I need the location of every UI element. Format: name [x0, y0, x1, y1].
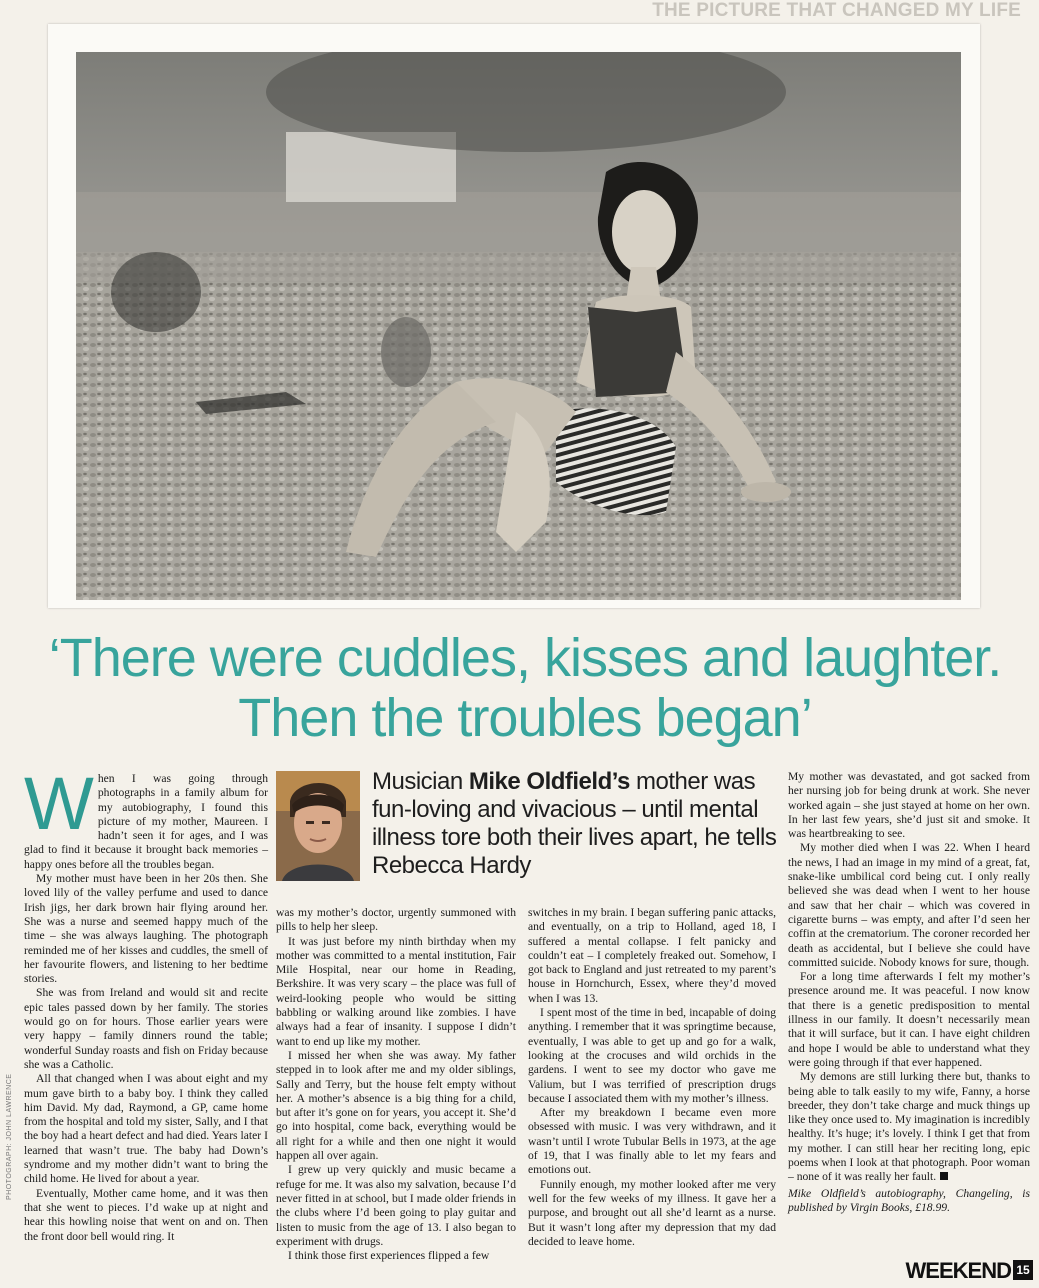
- article-column-3: [528, 906, 776, 1249]
- author-portrait: [276, 771, 360, 881]
- standfirst-name: Mike Oldfield’s: [468, 768, 630, 795]
- beach-photograph: [76, 52, 961, 600]
- paragraph-final: [788, 1070, 1030, 1184]
- paragraph: I spent most of the time in bed, incapable of doing anything. I remember that it was springtime because, eventually, I was able to get up and go for a walk, looking at the crocuses and wild orchids in the gardens. I went to see my doctor who gave me Valium, but I was terrified of prescription drugs because I associated them with my mother’s illness.: [528, 1006, 776, 1105]
- headline: ‘There were cuddles, kisses and laughter. Then the troubles began’: [48, 628, 1002, 748]
- standfirst-intro: Musician: [372, 768, 469, 795]
- article-column-1: [24, 762, 268, 1244]
- standfirst-rest: mother was fun-loving and vivacious – until mental illness tore both their lives apart, he tells Rebecca Hardy: [372, 768, 777, 879]
- paragraph: She was from Ireland and would sit and recite epic tales passed down by her family. The stories would go on for hours. Those earlier years were very happy – family dinners round the table; wonderful Sunday roasts and fish on Friday because she was a Catholic.: [24, 986, 268, 1071]
- paragraph: hen I was going through photographs in a family album for my autobiography, I found this picture of my mother, Maureen. I hadn’t seen it for ages, and I was glad to find it because it brought back memories – happy ones before all the troubles began.: [24, 772, 268, 871]
- page-number: 15: [1013, 1260, 1033, 1280]
- photo-frame: [48, 24, 980, 608]
- paragraph: I grew up very quickly and music became a refuge for me. It was also my salvation, because I’d never fitted in at school, but I made older friends in the clubs where I’d been going to play guitar and listen to music from the age of 13. I also began to experiment with drugs.: [276, 1163, 516, 1248]
- drop-cap: W: [24, 762, 94, 845]
- final-text: My demons are still lurking there but, thanks to being able to talk easily to my wife, Fanny, a horse breeder, they don’t take charge and muck things up like they once used to. My imagination is incredibly healthy. It’s huge; it’s lovely. I think I get that from my mother. I can still hear her reciting long, epic poems when I look at that photograph. Poor woman – none of it was really her fault.: [788, 1070, 1030, 1184]
- section-header: THE PICTURE THAT CHANGED MY LIFE: [652, 0, 1021, 21]
- paragraph: was my mother’s doctor, urgently summoned with pills to help her sleep.: [276, 906, 516, 934]
- article-column-4: [788, 770, 1030, 1215]
- paragraph: My mother was devastated, and got sacked from her nursing job for being drunk at work. She never worked again – she just stayed at home on her own. In her last few years, she’d just sit and smoke. It was heartbreaking to see.: [788, 770, 1030, 841]
- end-mark-icon: [940, 1172, 948, 1180]
- standfirst: [372, 768, 780, 880]
- paragraph: It was just before my ninth birthday when my mother was committed to a mental institution, Fair Mile Hospital, near our home in Reading, Berkshire. It was very scary – the place was full of weird-looking people who would be sitting babbling or walking around like zombies. I have always had a fear of insanity. I suppose I didn’t want to end up like my mother.: [276, 934, 516, 1048]
- paragraph: I think those first experiences flipped a few: [288, 1249, 490, 1263]
- photo-credit: PHOTOGRAPH: JOHN LAWRENCE: [6, 1073, 13, 1200]
- book-credit: Mike Oldfield’s autobiography, Changeling, is published by Virgin Books, £18.99.: [788, 1186, 1030, 1214]
- article-column-2: [276, 906, 516, 1263]
- weekend-logo: WEEKEND: [905, 1258, 1011, 1283]
- paragraph: My mother died when I was 22. When I heard the news, I had an image in my mind of a great, fat, snake-like umbilical cord being cut. I only really believed she was dead when I went to her house and saw that her chair – which was covered in cigarette burns – was empty, and after I’d seen her coffin at the crematorium. The coroner recorded her death as accidental, but I believe she could have committed suicide. Nobody knows for sure, though.: [788, 841, 1030, 969]
- paragraph: Eventually, Mother came home, and it was then that she went to pieces. I’d wake up at night and hear this howling noise that went on and on. Then the front door bell would ring. It: [24, 1186, 268, 1243]
- paragraph: All that changed when I was about eight and my mum gave birth to a baby boy. I think they called him David. My dad, Raymond, a GP, came home from the hospital and told my sister, Sally, and I that the boy had a heart defect and had died. Years later I learned that wasn’t true. The baby had Down’s syndrome and my mother didn’t want to bring the child home. He lived for about a year.: [24, 1072, 268, 1186]
- paragraph: My mother must have been in her 20s then. She loved lily of the valley perfume and used to dance Irish jigs, her dark brown hair flying around her. She was a nurse and seemed happy much of the time – she was always laughing. The photograph reminded me of her kisses and cuddles, the smell of her favourite flowers, and listening to her bedtime stories.: [24, 872, 268, 986]
- paragraph: Funnily enough, my mother looked after me very well for the few weeks of my illness. It gave her a purpose, and brought out all she’d learnt as a nurse. But it wasn’t long after my depression that my dad decided to leave home.: [528, 1177, 776, 1248]
- portrait-illustration: [276, 771, 360, 881]
- photo-illustration: [76, 52, 961, 600]
- paragraph: After my breakdown I became even more obsessed with music. I was very withdrawn, and it wasn’t until I wrote Tubular Bells in 1973, at the age of 19, that I was finally able to let my fears and emotions out.: [528, 1106, 776, 1177]
- paragraph: I missed her when she was away. My father stepped in to look after me and my older siblings, Sally and Terry, but the house felt empty without her. A mother’s absence is a big thing for a child, but after it’s gone on for years, you accept it. She’d go into hospital, come back, everything would be all right for a while and then one night it would happen all over again.: [276, 1048, 516, 1163]
- paragraph: For a long time afterwards I felt my mother’s presence around me. It was peaceful. I now know that there is a genetic predisposition to mental illness in our family. It doesn’t necessarily mean that it will surface, but it can. I have eight children and hope I would be able to understand what they were going through if that ever happened.: [788, 970, 1030, 1069]
- paragraph: switches in my brain. I began suffering panic attacks, and eventually, on a trip to Holland, aged 18, I suffered a mental collapse. I felt panicky and couldn’t eat – I completely freaked out. Somehow, I got back to England and just retreated to my parent’s house in Hornchurch, Essex, where they’d moved when I was 13.: [528, 906, 776, 1005]
